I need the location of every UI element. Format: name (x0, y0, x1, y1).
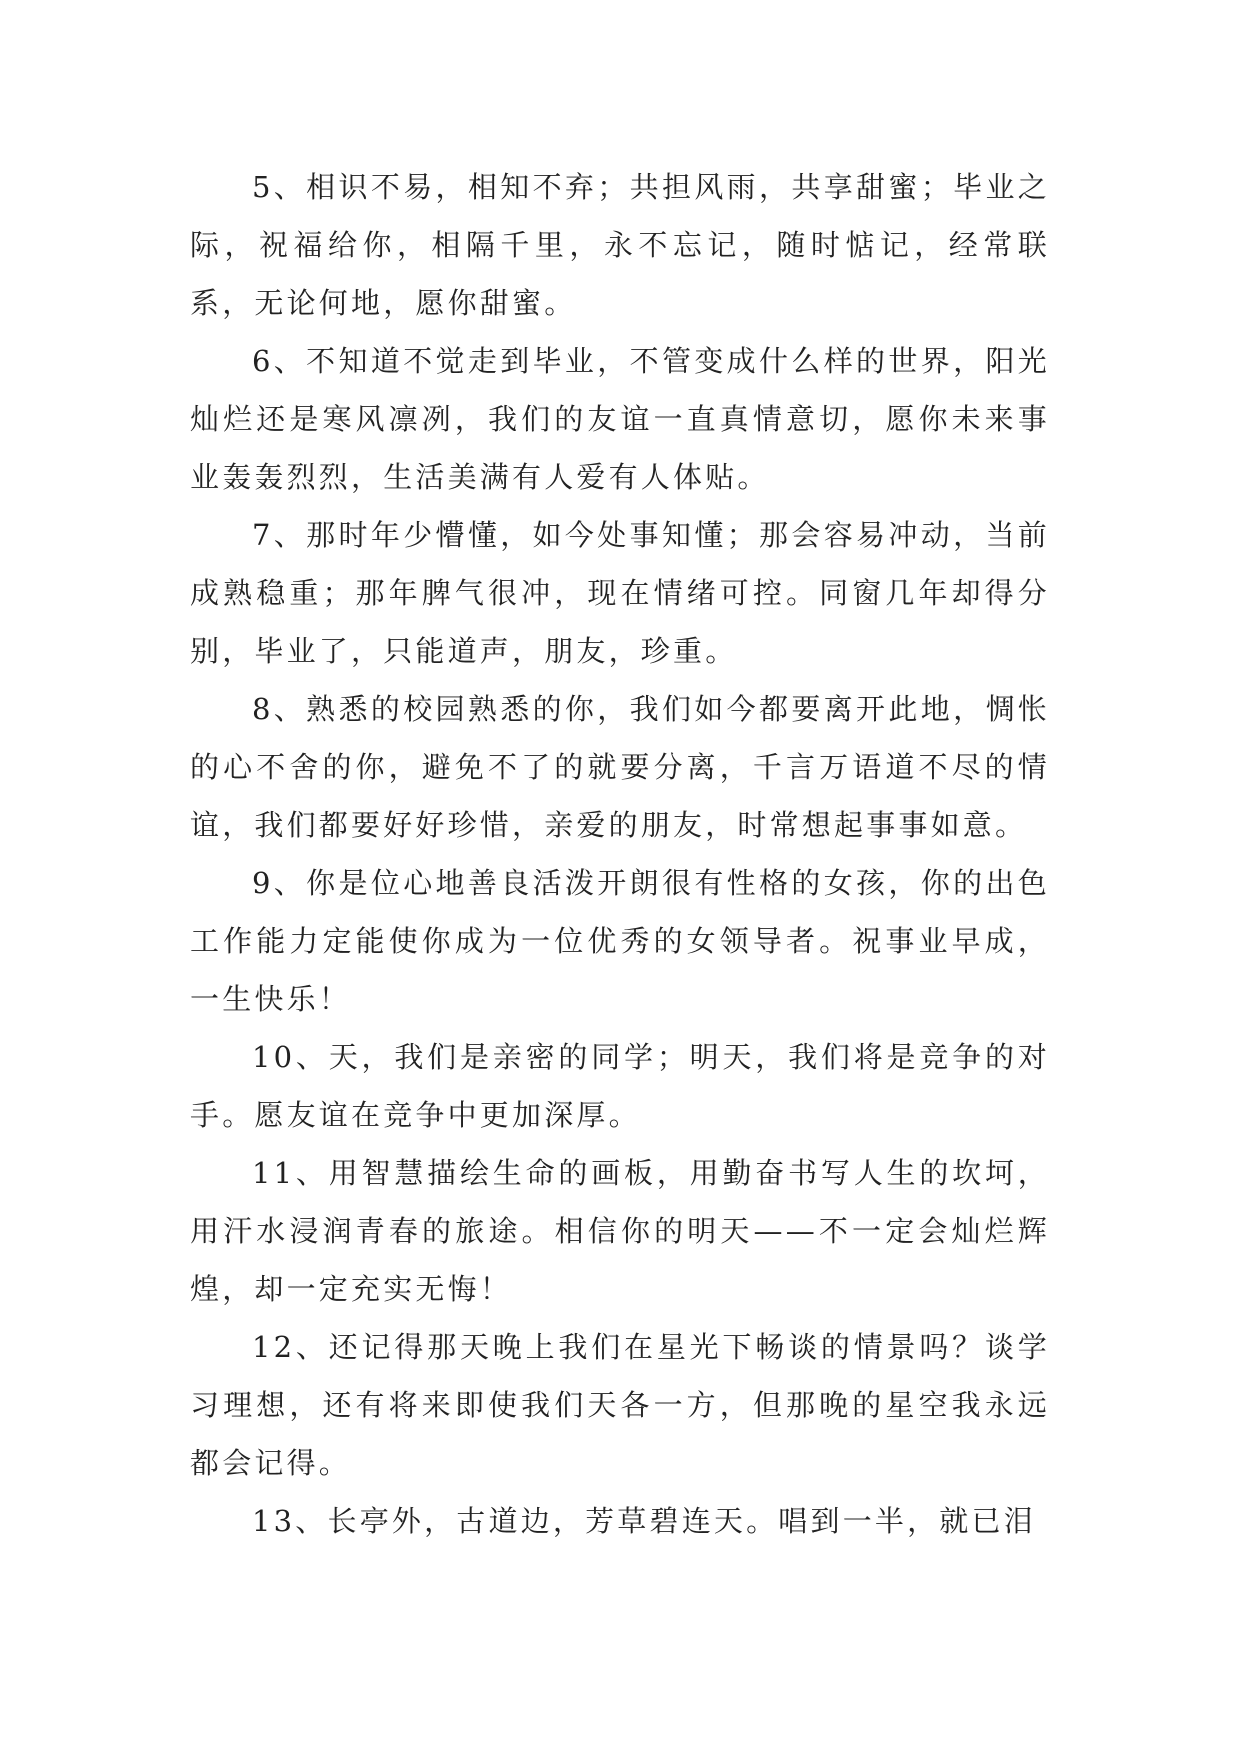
paragraph-10: 10、天，我们是亲密的同学；明天，我们将是竞争的对手。愿友谊在竞争中更加深厚。 (190, 1040, 1050, 1132)
document-body (190, 158, 1050, 1550)
paragraph-13: 13、长亭外，古道边，芳草碧连天。唱到一半，就已泪 (252, 1504, 1036, 1538)
paragraph-6: 6、不知道不觉走到毕业，不管变成什么样的世界，阳光灿烂还是寒风凛冽，我们的友谊一直真情意切，愿你未来事业轰轰烈烈，生活美满有人爱有人体贴。 (190, 344, 1050, 494)
paragraph-7: 7、那时年少懵懂，如今处事知懂；那会容易冲动，当前成熟稳重；那年脾气很冲，现在情绪可控。同窗几年却得分别，毕业了，只能道声，朋友，珍重。 (190, 518, 1050, 668)
paragraph-11: 11、用智慧描绘生命的画板，用勤奋书写人生的坎坷，用汗水浸润青春的旅途。相信你的明天——不一定会灿烂辉煌，却一定充实无悔！ (190, 1156, 1050, 1306)
paragraph-12: 12、还记得那天晚上我们在星光下畅谈的情景吗？谈学习理想，还有将来即使我们天各一方，但那晚的星空我永远都会记得。 (190, 1330, 1050, 1480)
paragraph-9: 9、你是位心地善良活泼开朗很有性格的女孩，你的出色工作能力定能使你成为一位优秀的女领导者。祝事业早成，一生快乐！ (190, 866, 1050, 1016)
paragraph-8: 8、熟悉的校园熟悉的你，我们如今都要离开此地，惆怅的心不舍的你，避免不了的就要分离，千言万语道不尽的情谊，我们都要好好珍惜，亲爱的朋友，时常想起事事如意。 (190, 692, 1050, 842)
paragraph-5: 5、相识不易，相知不弃；共担风雨，共享甜蜜；毕业之际，祝福给你，相隔千里，永不忘记，随时惦记，经常联系，无论何地，愿你甜蜜。 (190, 170, 1050, 320)
